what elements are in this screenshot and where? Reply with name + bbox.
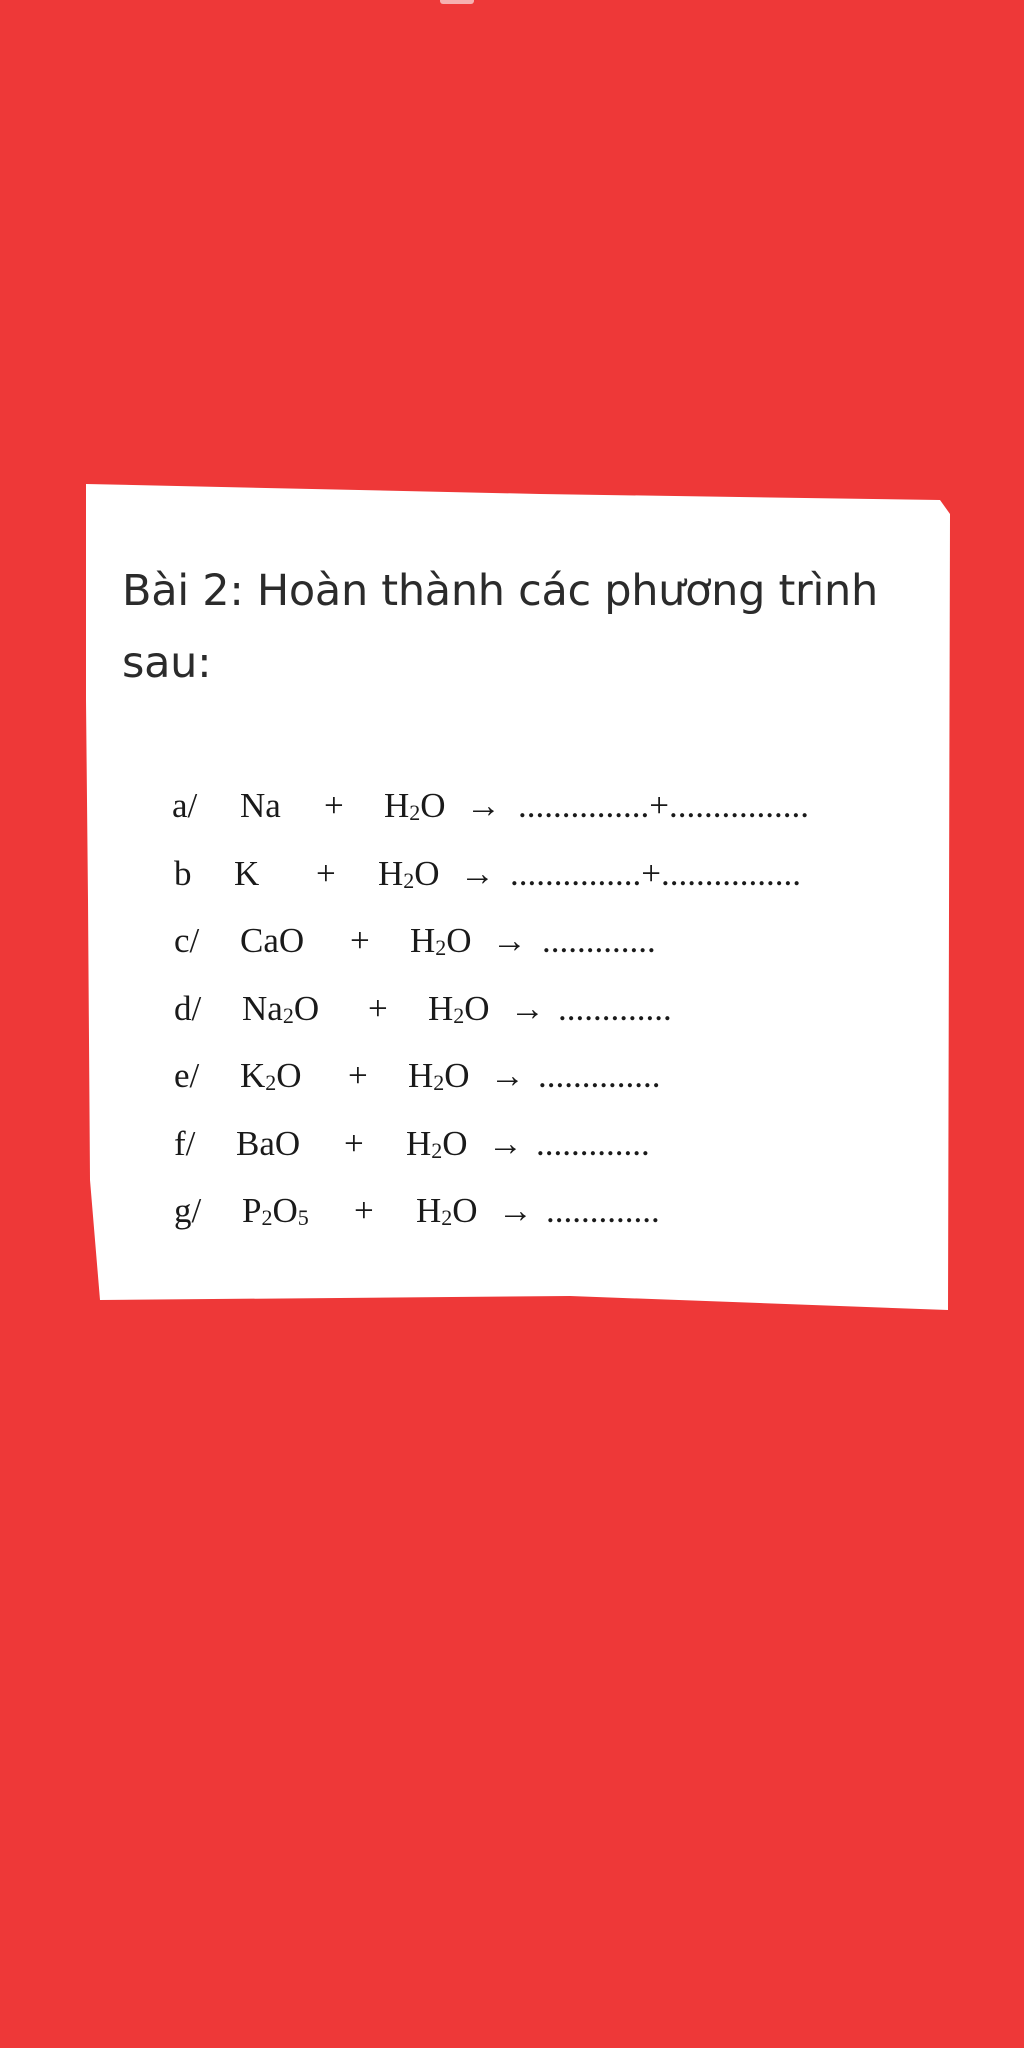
equation-label: b [174,853,192,893]
reactant-1 [240,1056,302,1096]
product-blanks: ...............+................ [510,853,801,893]
reactant-2 [384,786,446,826]
reactant-1-tail: O [276,1056,302,1095]
reactant-1: CaO [240,921,305,960]
reaction-arrow: → [466,786,501,825]
reaction-arrow: → [490,1056,525,1095]
reaction-arrow: → [510,988,545,1028]
equation-label: a/ [172,786,198,825]
reactant-2-tail: O [444,1056,470,1095]
reactant-2-main: H [406,1123,432,1163]
product-blanks: ............. [542,921,656,960]
plus-sign: + [324,786,344,825]
reaction-arrow: → [460,853,495,893]
reactant-2-main: H [428,988,454,1028]
reactant-1: Na [240,786,281,825]
reactant-2-tail: O [442,1123,468,1163]
plus-sign: + [354,1191,374,1230]
reactant-2-tail: O [452,1191,478,1230]
reactant-1-main: Na [242,988,283,1028]
reactant-2-subscript: 2 [409,800,421,825]
reactant-2-main: H [378,853,404,893]
reactant-2-subscript: 2 [431,1137,443,1163]
plus-sign: + [348,1056,368,1095]
reactant-2-main: H [408,1056,434,1095]
reactant-2 [410,921,472,961]
reactant-1 [242,989,319,1029]
reactant-2 [406,1124,468,1164]
plus-sign: + [316,853,336,893]
plus-sign: + [344,1123,364,1163]
exercise-title: Bài 2: Hoàn thành các phương trình sau: [122,566,878,688]
reactant-1 [242,1191,309,1231]
product-blanks: .............. [538,1056,661,1095]
reactant-1-tail: O [272,1191,298,1230]
reactant-1: K [234,853,260,893]
reactant-2-subscript: 2 [403,867,415,893]
equation-label: d/ [174,988,202,1028]
product-blanks: ............. [558,988,672,1028]
reactant-2-subscript: 2 [453,1002,465,1028]
reactant-1-subscript: 2 [282,1002,294,1028]
reactant-2-tail: O [464,988,490,1028]
reactant-2-subscript: 2 [435,935,447,960]
plus-sign: + [368,988,388,1028]
reactant-2-main: H [384,786,410,825]
reactant-1-subscript: 2 [265,1070,277,1095]
reactant-2-subscript: 2 [433,1070,445,1095]
reactant-2-tail: O [414,853,440,893]
reactant-2 [416,1191,478,1231]
reaction-arrow: → [498,1191,533,1230]
reactant-1-tail: O [293,988,320,1028]
reaction-arrow: → [488,1123,523,1163]
product-blanks: ...............+................ [518,786,809,825]
reactant-2-main: H [410,921,436,960]
equation-label: c/ [174,921,200,960]
reaction-arrow: → [492,921,527,960]
product-blanks: ............. [546,1191,660,1230]
reactant-2-subscript: 2 [441,1205,453,1230]
reactant-2 [378,854,440,894]
equation-label: g/ [174,1191,202,1230]
reactant-2-main: H [416,1191,442,1230]
reactant-1-subscript: 2 [261,1205,273,1230]
reactant-2 [428,989,490,1029]
reactant-2-tail: O [420,786,446,825]
equation-label: f/ [174,1123,196,1163]
reactant-1-main: P [242,1191,262,1230]
plus-sign: + [350,921,370,960]
reactant-2 [408,1056,470,1096]
reactant-1-main: K [240,1056,266,1095]
reactant-1: BaO [236,1123,301,1163]
equation-label: e/ [174,1056,200,1095]
reactant-1-subscript-2: 5 [297,1205,309,1230]
product-blanks: ............. [536,1123,650,1163]
reactant-2-tail: O [446,921,472,960]
